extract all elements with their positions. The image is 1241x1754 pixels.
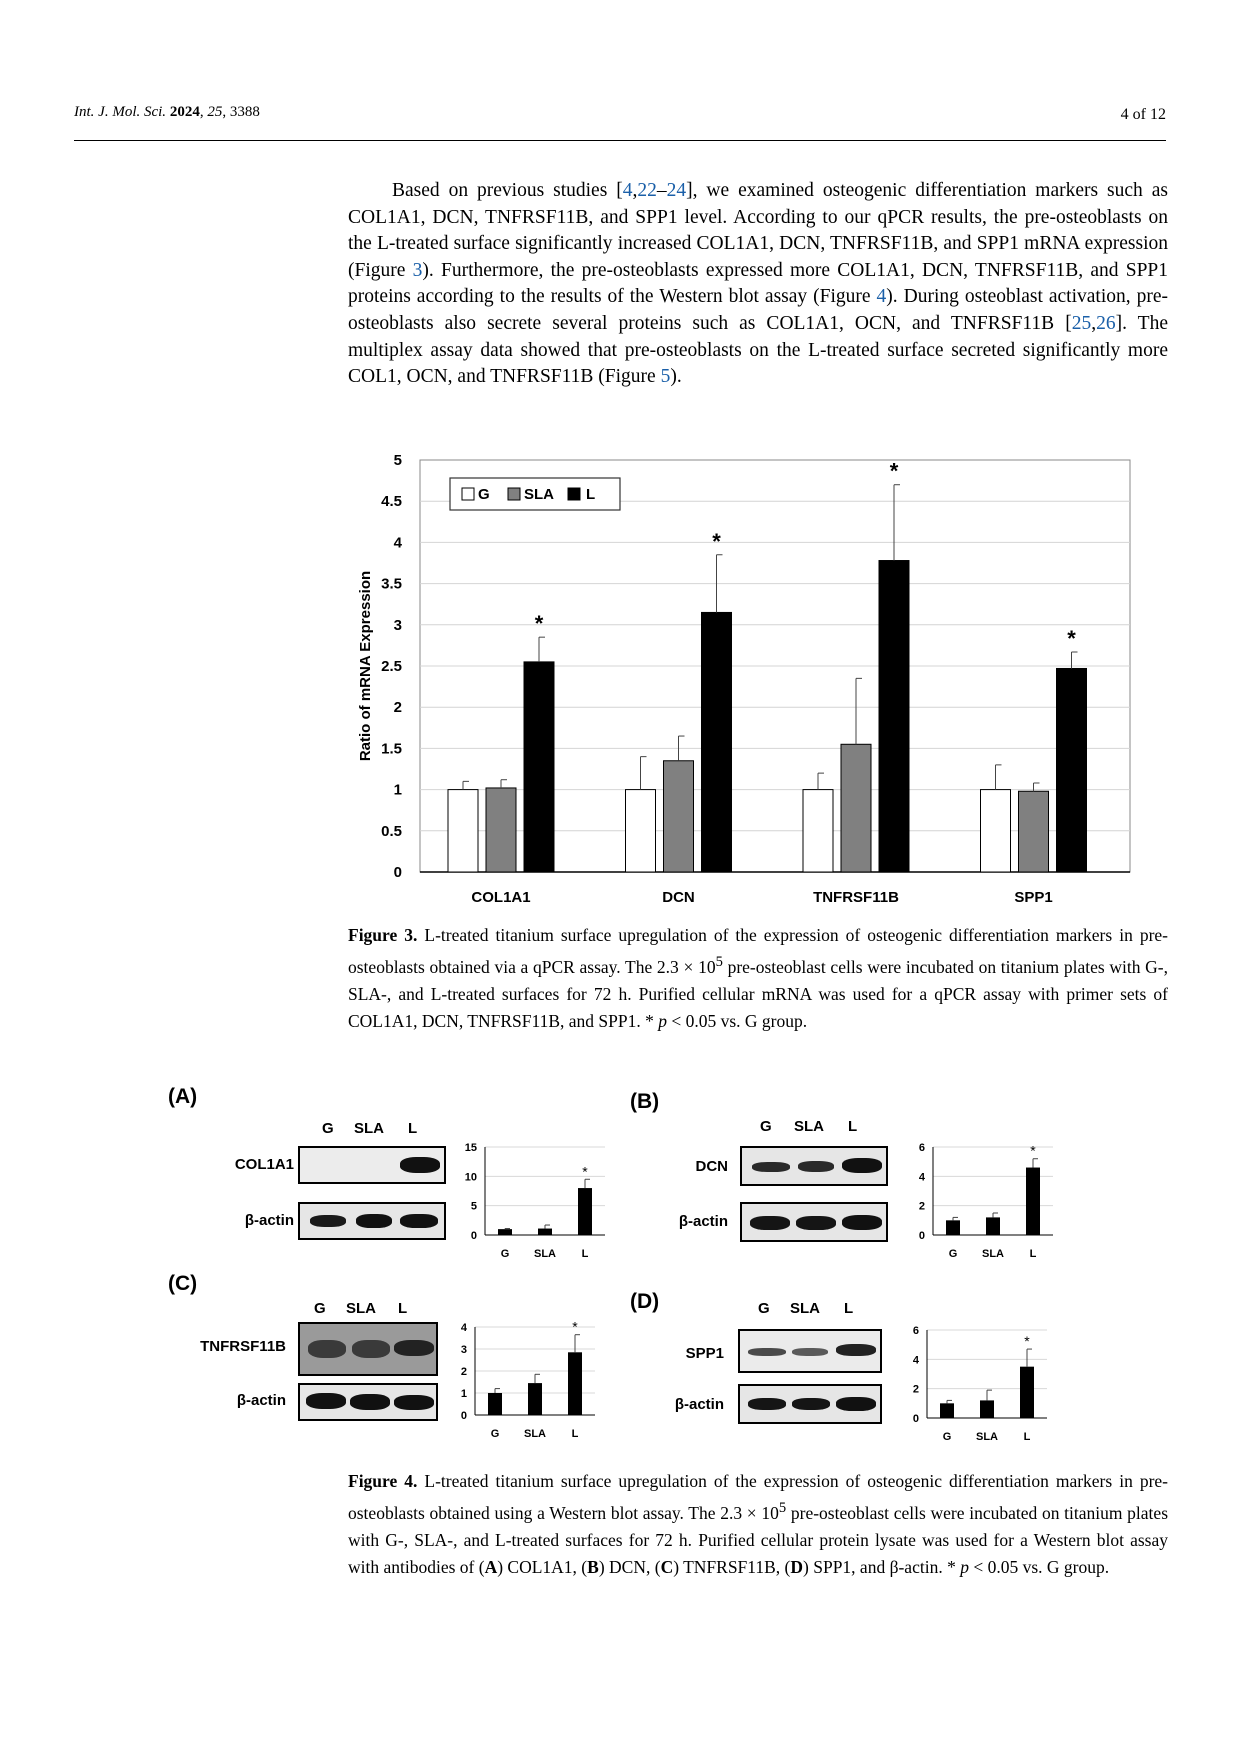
blot-label: COL1A1	[234, 1156, 294, 1173]
blot-actin	[738, 1384, 882, 1424]
x-tick-label: TNFRSF11B	[813, 889, 899, 906]
panel-label-b: (B)	[630, 1090, 660, 1113]
figure-4-caption: Figure 4. L-treated titanium surface upregulation of the expression of osteogenic differentiation markers in pre-osteoblasts obtained using a Western blot assay. The $2.3 \times 10^5$ pre-osteoblast cells were incubated on titanium plates with G-, SLA-, and L-treated surfaces for 72 h. Purified cellular protein lysate was used for a Western blot assay with antibodies of (A) COL1A1, (B) DCN, (C) TNFRSF11B, (D) SPP1, and β-actin. * p < 0.05 vs. G group.	[348, 1471, 1168, 1577]
bar	[486, 788, 516, 872]
blot-col1a1	[298, 1146, 446, 1184]
x-tick-label: G	[942, 1431, 952, 1443]
page-number: 4 of 12	[1120, 106, 1166, 123]
y-tick-label: 0	[470, 1230, 477, 1242]
blot-band	[356, 1214, 392, 1228]
figure-3-chart	[340, 440, 1140, 910]
x-tick-label: COL1A1	[471, 889, 531, 906]
blot-band	[748, 1348, 786, 1356]
y-tick-label: 1	[460, 1388, 467, 1400]
x-tick-label: SLA	[982, 1248, 1004, 1260]
x-tick-label: L	[581, 1248, 589, 1260]
y-axis-label: Ratio of mRNA Expression	[357, 570, 374, 762]
bar	[879, 561, 909, 872]
significance-marker: *	[889, 458, 899, 484]
panel-label-a: (A)	[168, 1085, 198, 1108]
blot-band	[792, 1348, 828, 1356]
figure-link[interactable]: 5	[660, 366, 671, 388]
blot-spp1	[738, 1329, 882, 1373]
bar	[528, 1383, 542, 1415]
y-tick-label: 5	[470, 1200, 477, 1213]
y-tick-label: 3	[393, 616, 402, 634]
blot-band	[836, 1344, 876, 1356]
blot-band	[836, 1397, 876, 1411]
bar	[498, 1229, 512, 1235]
y-tick-label: 4	[393, 534, 402, 552]
blot-actin	[740, 1202, 888, 1242]
bar	[803, 790, 833, 872]
panel-label-d: (D)	[630, 1290, 660, 1313]
y-tick-label: 6	[918, 1142, 925, 1154]
x-tick-label: G	[948, 1248, 958, 1260]
blot-actin	[298, 1202, 446, 1240]
blot-band	[842, 1215, 882, 1230]
x-tick-label: SLA	[976, 1431, 998, 1443]
blot-actin	[298, 1383, 438, 1421]
y-tick-label: 4	[460, 1322, 467, 1334]
blot-band	[748, 1398, 786, 1410]
ref-link[interactable]: 24	[666, 180, 687, 201]
bar	[1020, 1367, 1034, 1418]
significance-marker: *	[1067, 625, 1076, 651]
bar	[664, 761, 694, 872]
y-tick-label: 3	[460, 1344, 467, 1356]
y-tick-label: 3.5	[381, 575, 402, 593]
y-tick-label: 0	[460, 1410, 467, 1422]
y-tick-label: 10	[464, 1171, 477, 1184]
blot-band	[394, 1395, 434, 1410]
x-tick-label: G	[490, 1428, 500, 1440]
x-tick-label: L	[571, 1428, 579, 1440]
chart-panel-b	[903, 1135, 1073, 1265]
blot-tnfrsf11b	[298, 1322, 438, 1376]
bar	[626, 790, 656, 872]
chart-panel-a	[455, 1135, 625, 1265]
x-tick-label: SLA	[534, 1248, 556, 1260]
significance-marker: *	[572, 1318, 578, 1335]
y-tick-label: 0.5	[381, 822, 402, 840]
ref-link[interactable]: 4	[622, 180, 633, 201]
blot-band	[796, 1216, 836, 1230]
figure-3-caption: Figure 3. L-treated titanium surface upregulation of the expression of osteogenic differentiation markers in pre-osteoblasts obtained via a qPCR assay. The $2.3 \times 10^5$ pre-osteoblast cells were incubated on titanium plates with G-, SLA-, and L-treated surfaces for 72 h. Purified cellular mRNA was used for a qPCR assay with primer sets of COL1A1, DCN, TNFRSF11B, and SPP1. * p < 0.05 vs. G group.	[348, 925, 1168, 1031]
blot-label: DCN	[695, 1158, 728, 1175]
y-tick-label: 0	[918, 1230, 925, 1242]
legend-label-l: L	[586, 486, 596, 503]
bar	[702, 612, 732, 872]
blot-band	[842, 1158, 882, 1173]
y-tick-label: 5	[393, 452, 402, 469]
significance-marker: *	[1024, 1333, 1030, 1350]
blot-label: SPP1	[685, 1345, 724, 1362]
panel-label-c: (C)	[168, 1272, 198, 1295]
blot-label: β-actin	[678, 1213, 728, 1230]
bar	[578, 1188, 592, 1235]
y-tick-label: 0	[912, 1413, 919, 1425]
blot-band	[308, 1340, 346, 1358]
bar	[986, 1217, 1000, 1235]
y-tick-label: 2	[918, 1200, 925, 1213]
bar	[538, 1229, 552, 1235]
blot-band	[306, 1393, 346, 1409]
blot-band	[750, 1216, 790, 1230]
ref-link[interactable]: 22	[637, 180, 657, 201]
y-tick-label: 4	[912, 1354, 919, 1367]
blot-label: β-actin	[674, 1396, 724, 1413]
y-tick-label: 2	[393, 699, 402, 717]
bar	[841, 744, 871, 872]
blot-band	[350, 1394, 390, 1410]
body-paragraph: Based on previous studies [4,22–24], we examined osteogenic differentiation markers such as COL1A1, DCN, TNFRSF11B, and SPP1 level. According to our qPCR results, the pre-osteoblasts on the L-treated surface significantly increased COL1A1, DCN, TNFRSF11B, and SPP1 mRNA expression (Figure 3). Furthermore, the pre-osteoblasts expressed more COL1A1, DCN, TNFRSF11B, and SPP1 proteins according to the results of the Western blot assay (Figure 4). During osteoblast activation, pre-osteoblasts also secrete several proteins such as COL1A1, OCN, and TNFRSF11B [25,26]. The multiplex assay data showed that pre-osteoblasts on the L-treated surface secreted significantly more COL1, OCN, and TNFRSF11B (Figure 5).	[348, 180, 1169, 388]
significance-marker: *	[1030, 1142, 1036, 1159]
journal-citation: Int. J. Mol. Sci. 2024, 25, 3388	[74, 104, 260, 120]
bar	[524, 662, 554, 872]
significance-marker: *	[712, 528, 721, 554]
blot-band	[400, 1157, 440, 1173]
bar	[1057, 668, 1087, 872]
running-header	[74, 100, 1166, 141]
figure-link[interactable]: 4	[876, 286, 887, 308]
y-tick-label: 6	[912, 1325, 919, 1337]
x-tick-label: SLA	[524, 1428, 546, 1440]
blot-band	[310, 1215, 346, 1227]
blot-label: TNFRSF11B	[200, 1338, 286, 1355]
blot-band	[352, 1340, 390, 1358]
bar	[981, 790, 1011, 872]
blot-label: β-actin	[244, 1212, 294, 1229]
bar	[448, 790, 478, 872]
blot-band	[792, 1398, 830, 1410]
x-tick-label: SPP1	[1014, 889, 1053, 906]
x-tick-label: DCN	[662, 889, 695, 906]
bar	[940, 1403, 954, 1418]
x-tick-label: L	[1023, 1431, 1031, 1443]
significance-marker: *	[534, 611, 544, 637]
y-tick-label: 2	[460, 1366, 467, 1378]
bar	[488, 1393, 502, 1415]
legend	[450, 478, 620, 510]
chart-panel-c	[445, 1315, 615, 1445]
blot-band	[798, 1161, 834, 1172]
y-tick-label: 2.5	[381, 658, 402, 675]
y-tick-label: 4.5	[381, 493, 402, 511]
ref-link[interactable]: 26	[1096, 312, 1116, 334]
y-tick-label: 1	[393, 781, 402, 799]
bar	[946, 1220, 960, 1235]
blot-band	[400, 1214, 438, 1228]
y-tick-label: 1.5	[381, 740, 402, 758]
legend-label-sla: SLA	[524, 486, 554, 503]
ref-link[interactable]: 25	[1071, 312, 1092, 334]
bar	[980, 1400, 994, 1418]
significance-marker: *	[582, 1163, 588, 1180]
blot-label: β-actin	[236, 1392, 286, 1409]
bar	[1026, 1168, 1040, 1235]
blot-dcn	[740, 1146, 888, 1186]
legend-label-g: G	[478, 486, 490, 503]
y-tick-label: 15	[464, 1142, 477, 1154]
y-tick-label: 2	[912, 1383, 919, 1396]
y-tick-label: 4	[918, 1171, 925, 1184]
x-tick-label: L	[1029, 1248, 1037, 1260]
blot-band	[394, 1340, 434, 1356]
bar	[568, 1352, 582, 1415]
blot-band	[752, 1162, 790, 1172]
figure-link[interactable]: 3	[412, 259, 423, 281]
chart-panel-d	[897, 1318, 1067, 1448]
bar	[1019, 791, 1049, 872]
x-tick-label: G	[500, 1248, 510, 1260]
y-tick-label: 0	[393, 864, 402, 881]
